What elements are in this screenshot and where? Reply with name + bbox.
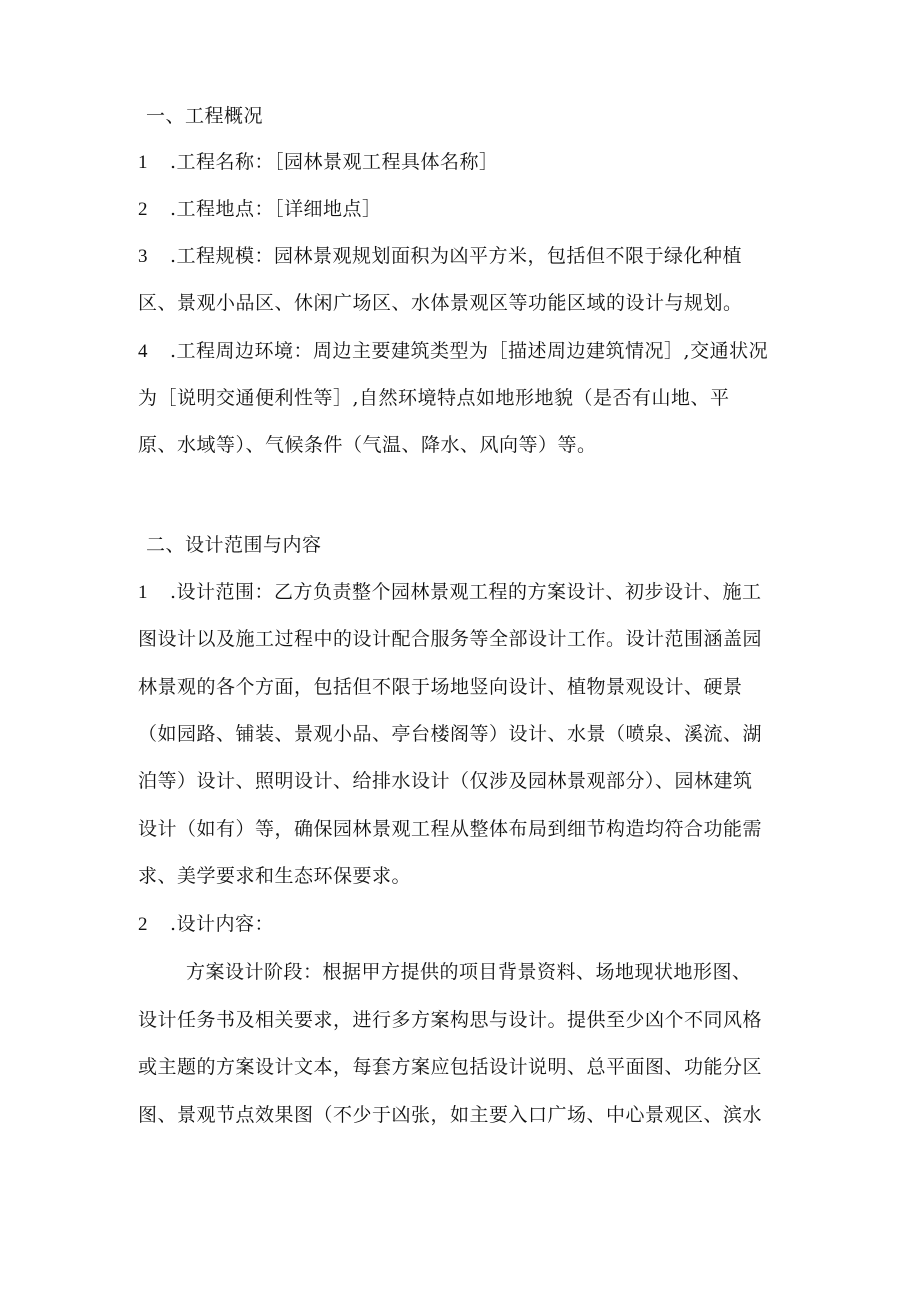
item-2-1-line-6: 设计（如有）等，确保园林景观工程从整体布局到细节构造均符合功能需 [138, 818, 763, 840]
paragraph-line-1: 方案设计阶段：根据甲方提供的项目背景资料、场地现状地形图、 [186, 961, 752, 983]
item-1-1-line-1 [138, 150, 788, 175]
item-number: 1 [138, 152, 148, 173]
paragraph-line-3: 或主题的方案设计文本，每套方案应包括设计说明、总平面图、功能分区 [138, 1056, 763, 1078]
paragraph-line-2: 设计任务书及相关要求，进行多方案构思与设计。提供至少凶个不同风格 [138, 1009, 763, 1031]
item-text: .设计范围：乙方负责整个园林景观工程的方案设计、初步设计、施工 [170, 581, 762, 603]
item-2-2-line-1 [138, 912, 788, 937]
item-text: .设计内容： [170, 913, 275, 935]
item-text: .工程规模：园林景观规划面积为凶平方米，包括但不限于绿化种植 [170, 245, 743, 267]
item-2-1-line-7: 求、美学要求和生态环保要求。 [138, 865, 412, 887]
item-1-3-line-2: 区、景观小品区、休闲广场区、水体景观区等功能区域的设计与规划。 [138, 292, 743, 314]
item-1-2-line-1 [138, 197, 788, 222]
item-1-3-line-1 [138, 244, 788, 269]
item-number: 3 [138, 246, 148, 267]
item-2-1-line-2: 图设计以及施工过程中的设计配合服务等全部设计工作。设计范围涵盖园 [138, 628, 763, 650]
item-text: .工程周边环境：周边主要建筑类型为［描述周边建筑情况］,交通状况 [170, 340, 769, 362]
item-number: 1 [138, 582, 148, 603]
item-number: 4 [138, 341, 148, 362]
item-1-4-line-2: 为［说明交通便利性等］,自然环境特点如地形地貌（是否有山地、平 [138, 387, 730, 409]
item-1-4-line-1 [138, 339, 788, 364]
paragraph-line-4: 图、景观节点效果图（不少于凶张，如主要入口广场、中心景观区、滨水 [138, 1104, 763, 1126]
item-text: .工程地点：［详细地点］ [170, 198, 382, 220]
item-1-4-line-3: 原、水域等）、气候条件（气温、降水、风向等）等。 [138, 434, 597, 456]
item-text: .工程名称：［园林景观工程具体名称］ [170, 151, 499, 173]
item-2-1-line-4: （如园路、铺装、景观小品、亭台楼阁等）设计、水景（喷泉、溪流、湖 [138, 723, 763, 745]
item-2-1-line-3: 林景观的各个方面，包括但不限于场地竖向设计、植物景观设计、硬景 [138, 676, 743, 698]
item-2-1-line-5: 泊等）设计、照明设计、给排水设计（仅涉及园林景观部分）、园林建筑 [138, 770, 753, 792]
item-number: 2 [138, 199, 148, 220]
section-heading-2: 二、设计范围与内容 [146, 534, 322, 556]
item-number: 2 [138, 914, 148, 935]
item-2-1-line-1 [138, 580, 788, 605]
section-heading-1: 一、工程概况 [146, 105, 264, 127]
